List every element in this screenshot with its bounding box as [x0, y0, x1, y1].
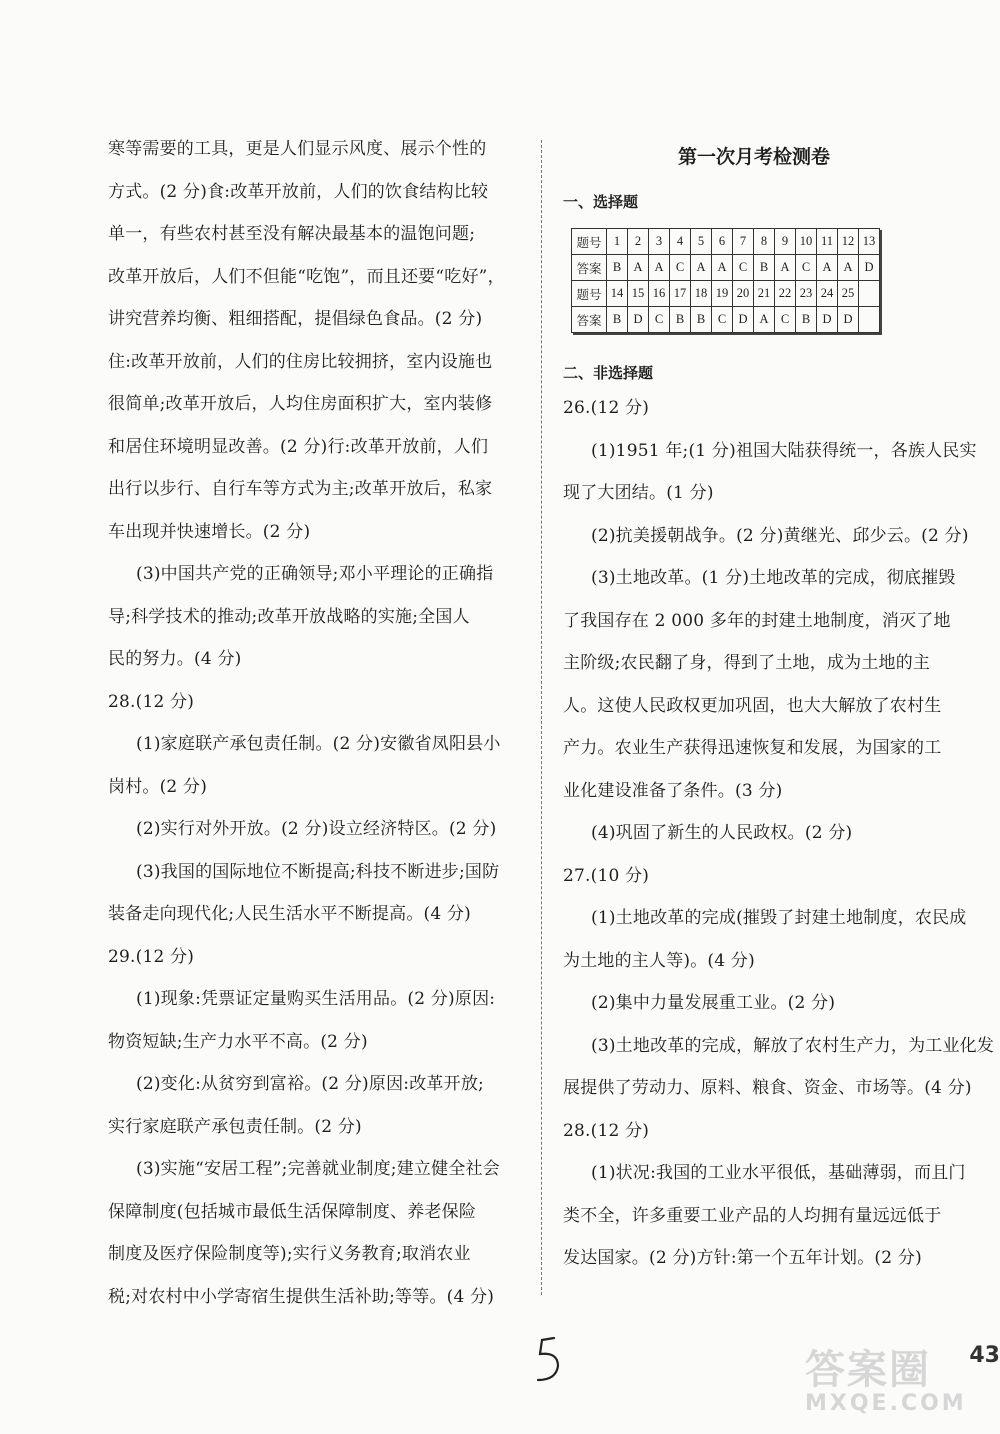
- table-cell: A: [691, 255, 712, 281]
- table-cell: A: [712, 255, 733, 281]
- column-divider: [541, 140, 542, 1295]
- text-line: 发达国家。(2 分)方针:第一个五年计划。(2 分): [563, 1248, 922, 1268]
- text-line: 了我国存在 2 000 多年的封建土地制度，消灭了地: [563, 610, 951, 631]
- table-cell: 21: [754, 281, 775, 307]
- exam-title: 第一次月考检测卷: [677, 146, 830, 168]
- text-line: 26.(12 分): [563, 398, 650, 418]
- text-line: (1)现象:凭票证定量购买生活用品。(2 分)原因:: [136, 989, 496, 1009]
- table-cell: B: [796, 307, 817, 333]
- text-line: (3)土地改革。(1 分)土地改革的完成，彻底摧毁: [591, 568, 956, 588]
- text-line: 制度及医疗保险制度等);实行义务教育;取消农业: [108, 1244, 471, 1264]
- right-column: [563, 128, 995, 1280]
- table-cell: 1: [607, 229, 628, 255]
- text-line: (3)中国共产党的正确领导;邓小平理论的正确指: [136, 564, 494, 584]
- table-cell: C: [733, 255, 754, 281]
- table-cell: A: [754, 307, 775, 333]
- watermark: [805, 1338, 967, 1416]
- table-cell: 4: [670, 229, 691, 255]
- table-cell: 12: [838, 229, 859, 255]
- text-line: 寒等需要的工具，更是人们显示风度、展示个性的: [108, 139, 487, 159]
- section-choice-heading: 一、选择题: [563, 193, 639, 211]
- table-cell: 3: [649, 229, 670, 255]
- text-line: 民的努力。(4 分): [108, 649, 242, 669]
- handwritten-mark: [528, 1330, 572, 1390]
- table-row: [572, 307, 880, 333]
- table-cell: A: [817, 255, 838, 281]
- row-label: 答案: [572, 307, 607, 333]
- text-line: 住:改革开放前，人们的住房比较拥挤，室内设施也: [108, 351, 493, 372]
- table-cell: [859, 281, 880, 307]
- table-cell: 7: [733, 229, 754, 255]
- row-label: 题号: [572, 229, 607, 255]
- table-cell: 20: [733, 281, 754, 307]
- text-line: 很简单;改革开放后，人均住房面积扩大，室内装修: [108, 394, 493, 414]
- text-line: (1)状况:我国的工业水平很低，基础薄弱，而且门: [591, 1163, 966, 1183]
- page-number: 43: [969, 1343, 1000, 1368]
- row-label: 题号: [572, 281, 607, 307]
- text-line: 29.(12 分): [108, 946, 195, 967]
- table-cell: 15: [628, 281, 649, 307]
- table-row: [572, 255, 880, 281]
- table-cell: C: [712, 307, 733, 333]
- table-cell: 19: [712, 281, 733, 307]
- table-cell: 25: [838, 281, 859, 307]
- table-row: [572, 229, 880, 255]
- text-line: 单一，有些农村甚至没有解决最基本的温饱问题;: [108, 224, 476, 244]
- text-line: 出行以步行、自行车等方式为主;改革开放后，私家: [108, 479, 493, 499]
- table-cell: C: [775, 307, 796, 333]
- text-line: 产力。农业生产获得迅速恢复和发展，为国家的工: [563, 738, 942, 758]
- table-cell: 16: [649, 281, 670, 307]
- table-cell: C: [670, 255, 691, 281]
- text-line: 导;科学技术的推动;改革开放战略的实施;全国人: [108, 606, 470, 627]
- row-label: 答案: [572, 255, 607, 281]
- text-line: 为土地的主人等)。(4 分): [563, 950, 755, 971]
- table-cell: B: [607, 307, 628, 333]
- table-row: [572, 281, 880, 307]
- text-line: (4)巩固了新生的人民政权。(2 分): [591, 823, 853, 843]
- section-nonchoice-heading: 二、非选择题: [563, 364, 654, 382]
- table-cell: 13: [859, 229, 880, 255]
- table-cell: 8: [754, 229, 775, 255]
- table-cell: 6: [712, 229, 733, 255]
- text-line: (3)实施“安居工程”;完善就业制度;建立健全社会: [136, 1159, 500, 1179]
- table-cell: 9: [775, 229, 796, 255]
- text-line: 保障制度(包括城市最低生活保障制度、养老保险: [108, 1201, 477, 1222]
- table-cell: D: [838, 307, 859, 333]
- table-cell: 5: [691, 229, 712, 255]
- left-column: [108, 128, 526, 1318]
- text-line: (1)家庭联产承包责任制。(2 分)安徽省凤阳县小: [136, 734, 501, 754]
- text-line: (3)土地改革的完成，解放了农村生产力，为工业化发: [591, 1035, 995, 1056]
- table-cell: A: [775, 255, 796, 281]
- table-cell: 18: [691, 281, 712, 307]
- text-line: 业化建设准备了条件。(3 分): [563, 780, 783, 801]
- text-line: 装备走向现代化;人民生活水平不断提高。(4 分): [108, 904, 472, 924]
- table-cell: D: [628, 307, 649, 333]
- table-cell: 11: [817, 229, 838, 255]
- text-line: 方式。(2 分)食:改革开放前，人们的饮食结构比较: [108, 181, 489, 202]
- answer-table: [571, 228, 880, 333]
- table-cell: A: [649, 255, 670, 281]
- text-line: (2)集中力量发展重工业。(2 分): [591, 993, 836, 1013]
- table-cell: 2: [628, 229, 649, 255]
- text-line: 和居住环境明显改善。(2 分)行:改革开放前，人们: [108, 436, 489, 457]
- text-line: 主阶级;农民翻了身，得到了土地，成为土地的主: [563, 653, 931, 673]
- text-line: 类不全，许多重要工业产品的人均拥有量远远低于: [563, 1205, 942, 1226]
- text-line: (2)抗美援朝战争。(2 分)黄继光、邱少云。(2 分): [591, 525, 969, 546]
- table-cell: C: [649, 307, 670, 333]
- text-line: (1)1951 年;(1 分)祖国大陆获得统一，各族人民实: [591, 440, 977, 461]
- text-line: 展提供了劳动力、原料、粮食、资金、市场等。(4 分): [563, 1078, 972, 1098]
- table-cell: A: [628, 255, 649, 281]
- text-line: (2)变化:从贫穷到富裕。(2 分)原因:改革开放;: [136, 1074, 484, 1094]
- text-line: 讲究营养均衡、粗细搭配，提倡绿色食品。(2 分): [108, 309, 483, 329]
- text-line: (3)我国的国际地位不断提高;科技不断进步;国防: [136, 861, 500, 882]
- text-line: 28.(12 分): [108, 691, 195, 712]
- watermark-logo: 答案圈: [805, 1347, 931, 1393]
- table-cell: 17: [670, 281, 691, 307]
- text-line: 税;对农村中小学寄宿生提供生活补助;等等。(4 分): [108, 1286, 495, 1307]
- table-cell: [859, 307, 880, 333]
- watermark-url: MXQE.COM: [805, 1391, 967, 1416]
- table-cell: 24: [817, 281, 838, 307]
- text-line: 现了大团结。(1 分): [563, 483, 714, 503]
- text-line: 实行家庭联产承包责任制。(2 分): [108, 1116, 362, 1137]
- text-line: 岗村。(2 分): [108, 776, 208, 797]
- table-cell: B: [670, 307, 691, 333]
- table-cell: B: [691, 307, 712, 333]
- table-cell: 10: [796, 229, 817, 255]
- table-cell: A: [838, 255, 859, 281]
- table-cell: D: [817, 307, 838, 333]
- table-cell: C: [796, 255, 817, 281]
- text-line: 28.(12 分): [563, 1120, 650, 1141]
- table-cell: D: [733, 307, 754, 333]
- text-line: 物资短缺;生产力水平不高。(2 分): [108, 1031, 368, 1052]
- text-line: (2)实行对外开放。(2 分)设立经济特区。(2 分): [136, 819, 497, 839]
- text-line: (1)土地改革的完成(摧毁了封建土地制度，农民成: [591, 908, 967, 928]
- text-line: 人。这使人民政权更加巩固，也大大解放了农村生: [563, 695, 942, 716]
- table-cell: B: [607, 255, 628, 281]
- text-line: 车出现并快速增长。(2 分): [108, 521, 311, 542]
- table-cell: B: [754, 255, 775, 281]
- table-cell: 14: [607, 281, 628, 307]
- table-cell: 23: [796, 281, 817, 307]
- text-line: 改革开放后，人们不但能“吃饱”，而且还要“吃好”，: [108, 266, 505, 287]
- table-cell: D: [859, 255, 880, 281]
- table-cell: 22: [775, 281, 796, 307]
- text-line: 27.(10 分): [563, 865, 650, 886]
- right-answers: [563, 387, 995, 1280]
